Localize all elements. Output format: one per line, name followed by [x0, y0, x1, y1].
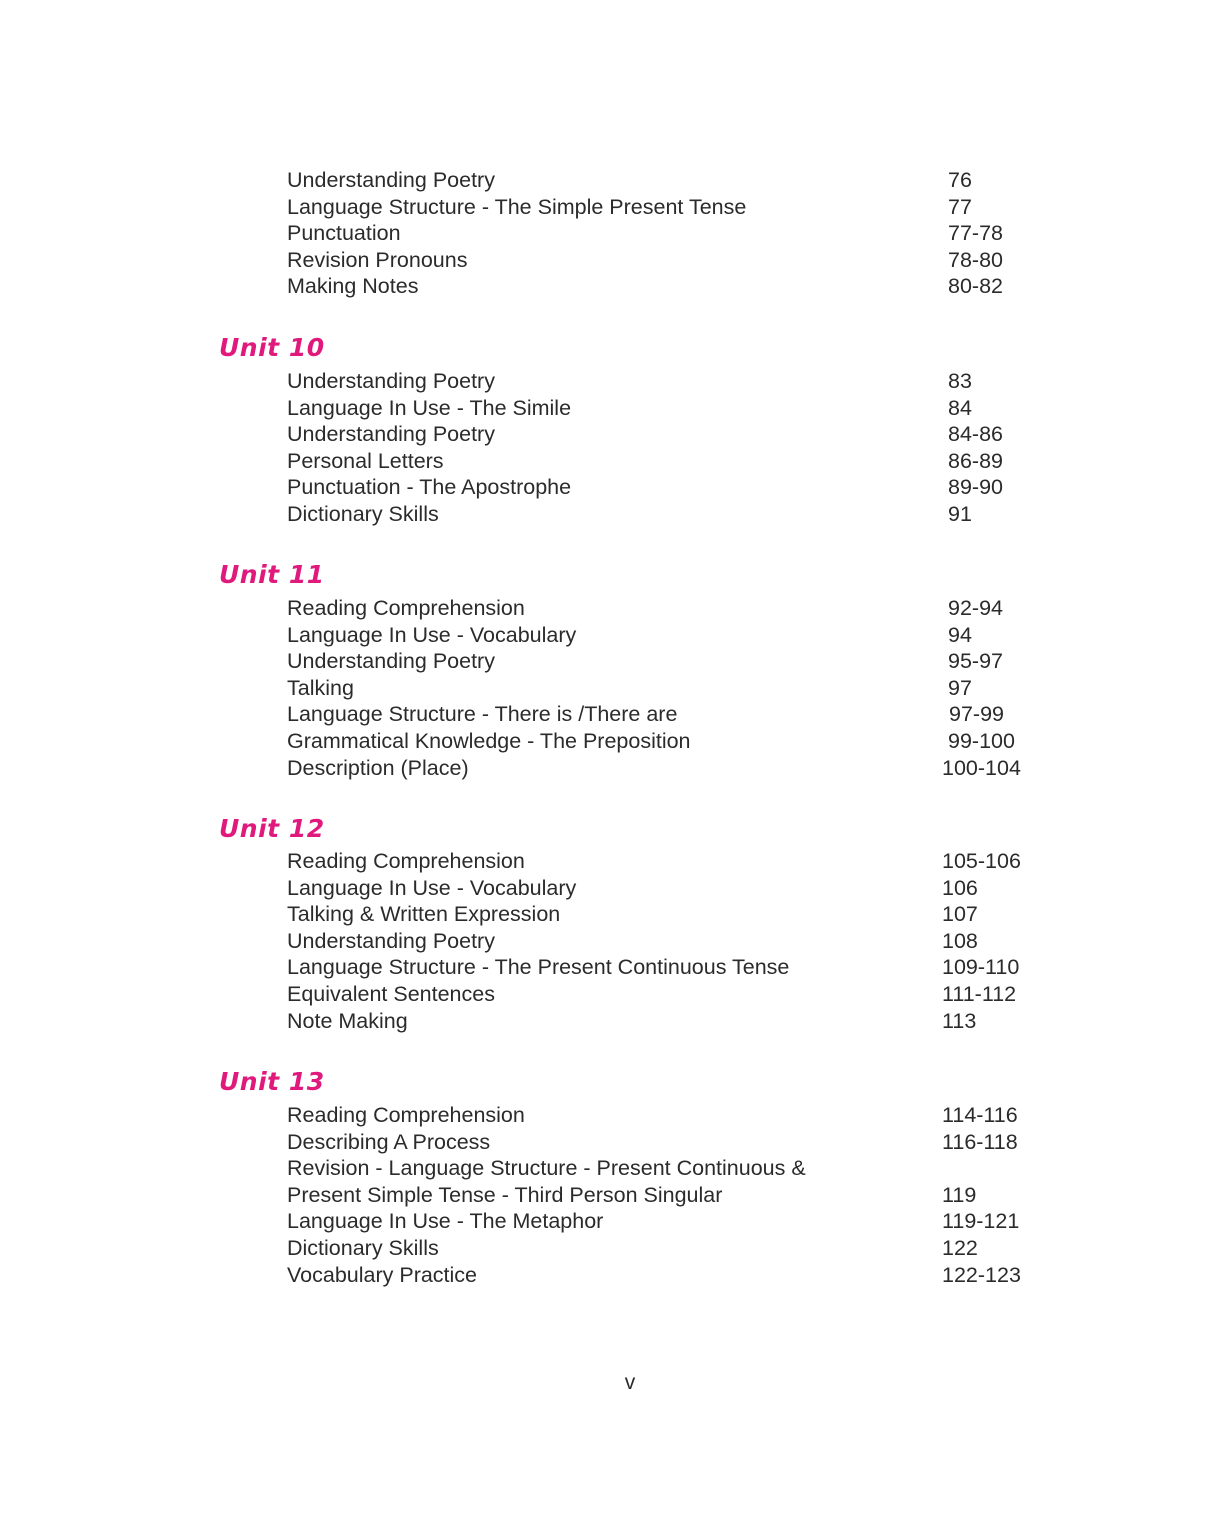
toc-entry-pages: 109-110	[942, 955, 1020, 980]
toc-entry-title: Understanding Poetry	[287, 928, 495, 953]
toc-entry	[0, 1008, 1205, 1035]
toc-entry-title: Revision Pronouns	[287, 247, 468, 272]
toc-entry	[0, 167, 1205, 194]
toc-entry	[0, 220, 1205, 247]
toc-entry-pages: 95-97	[948, 649, 1003, 674]
toc-entry-title: Language In Use - The Simile	[287, 395, 572, 420]
toc-entry-pages: 107	[942, 902, 978, 927]
toc-entry-title: Dictionary Skills	[287, 502, 439, 526]
page-number: v	[624, 1371, 636, 1394]
toc-entry-pages: 106	[942, 875, 978, 900]
toc-entry	[0, 1155, 1205, 1182]
toc-entry-pages: 119	[942, 1182, 977, 1207]
toc-entry	[0, 1208, 1205, 1235]
toc-entry	[0, 1262, 1205, 1289]
toc-entry-pages: 80-82	[948, 274, 1003, 299]
toc-entry-title: Note Making	[287, 1008, 408, 1033]
unit-11-heading: Unit 11	[219, 560, 325, 589]
toc-entry-title: Vocabulary Practice	[287, 1262, 478, 1287]
toc-entry	[0, 1102, 1205, 1129]
toc-entry-pages: 100-104	[942, 755, 1021, 780]
toc-entry-title: Understanding Poetry	[287, 369, 495, 393]
toc-entry	[0, 595, 1205, 622]
toc-entry-pages: 99-100	[948, 729, 1015, 753]
toc-entry	[0, 368, 1205, 395]
toc-entry-title: Language Structure - There is /There are	[287, 702, 678, 727]
toc-entry	[0, 501, 1205, 528]
toc-entry-pages: 94	[948, 622, 972, 647]
unit-12-heading: Unit 12	[219, 814, 325, 843]
toc-entry-title: Understanding Poetry	[287, 168, 495, 192]
toc-entry-title: Language In Use - Vocabulary	[287, 622, 577, 647]
toc-entry	[0, 194, 1205, 221]
toc-entry-title: Reading Comprehension	[287, 849, 525, 873]
toc-entry-pages: 105-106	[942, 849, 1021, 873]
toc-entry	[0, 755, 1205, 782]
toc-entry-pages: 113	[942, 1008, 977, 1033]
toc-entry	[0, 1182, 1205, 1209]
toc-entry-pages: 86-89	[948, 448, 1003, 473]
toc-entry-title: Talking & Written Expression	[287, 902, 561, 927]
toc-entry	[0, 395, 1205, 422]
toc-entry-title: Description (Place)	[287, 755, 469, 780]
toc-entry	[0, 981, 1205, 1008]
toc-entry-pages: 83	[948, 369, 972, 393]
toc-entry-title: Making Notes	[287, 274, 419, 299]
toc-entry-title: Understanding Poetry	[287, 422, 495, 447]
toc-entry-title: Language In Use - The Metaphor	[287, 1209, 604, 1234]
toc-entry-title: Understanding Poetry	[287, 649, 495, 674]
toc-entry	[0, 1235, 1205, 1262]
toc-entry-title: Language In Use - Vocabulary	[287, 875, 577, 900]
toc-entry-pages: 114-116	[942, 1103, 1018, 1127]
toc-entry	[0, 728, 1205, 755]
toc-entry-title: Equivalent Sentences	[287, 982, 495, 1006]
toc-entry-pages: 77	[948, 194, 972, 219]
toc-entry	[0, 474, 1205, 501]
toc-entry-pages: 91	[948, 502, 972, 526]
toc-entry	[0, 875, 1205, 902]
toc-entry-pages: 77-78	[948, 221, 1003, 246]
toc-entry-title: Language Structure - The Present Continuous Tense	[287, 955, 790, 980]
toc-entry-pages: 108	[942, 928, 978, 953]
toc-entry	[0, 421, 1205, 448]
toc-entry	[0, 1129, 1205, 1156]
toc-entry-pages: 92-94	[948, 596, 1003, 620]
toc-entry-pages: 89-90	[948, 475, 1003, 500]
toc-entry	[0, 848, 1205, 875]
toc-entry	[0, 247, 1205, 274]
toc-entry	[0, 448, 1205, 475]
unit-10-heading: Unit 10	[219, 333, 325, 362]
toc-entry-pages: 84-86	[948, 422, 1003, 447]
toc-entry-pages: 84	[948, 395, 972, 420]
toc-entry	[0, 675, 1205, 702]
toc-entry-title: Punctuation - The Apostrophe	[287, 475, 572, 500]
toc-entry-title: Dictionary Skills	[287, 1236, 439, 1260]
toc-entry	[0, 622, 1205, 649]
toc-entry	[0, 928, 1205, 955]
toc-entry-pages: 111-112	[942, 982, 1017, 1006]
toc-entry-title: Describing A Process	[287, 1129, 491, 1154]
toc-entry	[0, 648, 1205, 675]
toc-entry-pages: 97-99	[949, 702, 1004, 727]
toc-entry-title: Language Structure - The Simple Present Tense	[287, 194, 747, 219]
toc-entry-pages: 122	[942, 1236, 978, 1260]
toc-entry-pages: 116-118	[942, 1129, 1018, 1154]
toc-entry-pages: 119-121	[942, 1209, 1020, 1234]
toc-entry-pages: 76	[948, 168, 972, 192]
toc-entry-title: Talking	[287, 675, 354, 700]
toc-entry-pages: 122-123	[942, 1262, 1021, 1287]
toc-entry-title: Present Simple Tense - Third Person Singular	[287, 1182, 723, 1207]
unit-13-heading: Unit 13	[219, 1067, 325, 1096]
toc-entry	[0, 954, 1205, 981]
toc-entry-title: Punctuation	[287, 221, 401, 246]
toc-entry	[0, 273, 1205, 300]
toc-entry-title: Reading Comprehension	[287, 596, 525, 620]
toc-entry-pages: 78-80	[948, 247, 1003, 272]
toc-entry	[0, 901, 1205, 928]
toc-entry	[0, 701, 1205, 728]
toc-entry-title: Grammatical Knowledge - The Preposition	[287, 729, 691, 753]
toc-entry-title: Personal Letters	[287, 448, 444, 473]
toc-entry-title: Revision - Language Structure - Present Continuous &	[287, 1156, 806, 1181]
toc-entry-title: Reading Comprehension	[287, 1103, 525, 1127]
toc-entry-pages: 97	[948, 675, 972, 700]
